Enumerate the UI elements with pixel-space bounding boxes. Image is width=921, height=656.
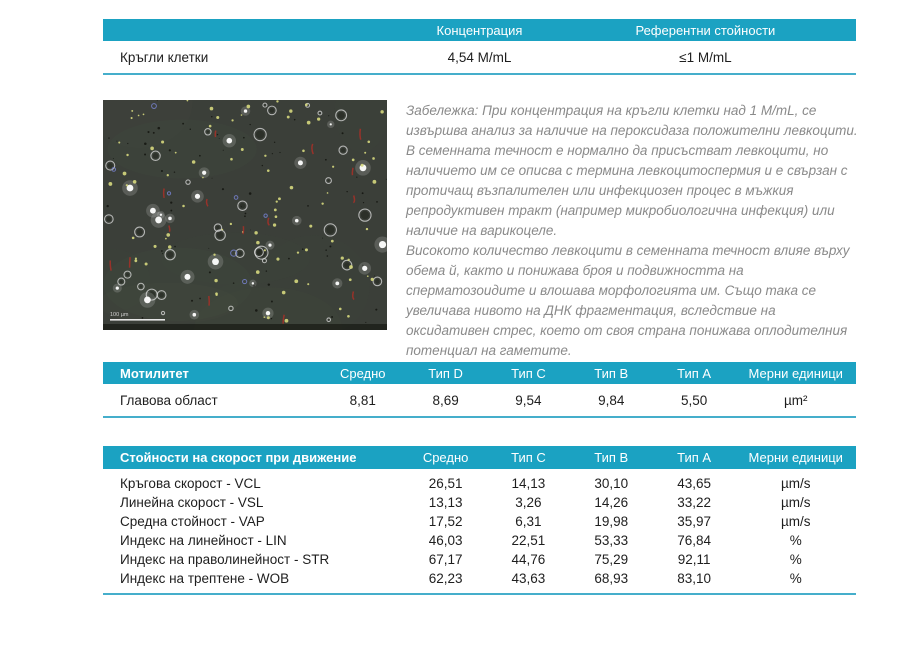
col-header-units: Мерни единици xyxy=(748,365,843,381)
wob-type-c: 43,63 xyxy=(511,571,546,586)
lin-unit: % xyxy=(789,533,802,548)
vsl-type-a: 33,22 xyxy=(677,495,711,510)
vap-unit: µm/s xyxy=(780,514,811,529)
table-row xyxy=(103,384,856,418)
str-type-c: 44,76 xyxy=(511,552,546,567)
scale-bar-label: 100 µm xyxy=(110,312,129,318)
table-row xyxy=(103,493,856,512)
vcl-unit: µm/s xyxy=(780,476,811,491)
lin-label: Индекс на линейност - LIN xyxy=(120,533,287,548)
str-type-b: 75,29 xyxy=(594,552,629,567)
col-header-type-b: Тип B xyxy=(594,365,629,381)
col-header-type-a: Тип A xyxy=(677,450,712,465)
velocity-table xyxy=(103,446,856,595)
vap-average: 17,52 xyxy=(428,514,463,529)
velocity-table-header xyxy=(103,446,856,469)
str-label: Индекс на праволинейност - STR xyxy=(120,552,330,567)
note-paragraph-2: Високото количество левкоцити в семенната течност влияе върху обема й, както и понижава броя и подвижността на сперматозоидите и влошава морфологията им. Също така се увеличава нивото на ДНК фрагментация, вследствие на оксидативен стрес, което от своя страна понижава оплодителния потенциал на гаметите. xyxy=(406,243,850,358)
table-row xyxy=(103,512,856,531)
vsl-type-b: 14,26 xyxy=(594,495,629,510)
micrograph-bottom-strip xyxy=(103,324,387,330)
velocity-title: Стойности на скорост при движение xyxy=(120,450,357,465)
round-cells-table-header xyxy=(103,19,856,41)
col-header-type-c: Тип C xyxy=(511,365,546,381)
table-row xyxy=(103,569,856,588)
note-paragraph-1: Забележка: При концентрация на кръгли клетки над 1 M/mL, се извършва анализ за наличие на пероксидаза положителни левкоцити. В семенната течност е нормално да присъстват левкоцити, но наличието им се описва с термина левкоцитоспермия и е свързан с протичащ възпалителен или инфекциозен процес в мъжкия репродуктивен тракт (например микробиологична инфекция) или наличие на варикоцеле. xyxy=(406,103,858,238)
col-header-type-b: Тип B xyxy=(594,450,629,465)
vap-type-b: 19,98 xyxy=(594,514,629,529)
value-type-d: 8,69 xyxy=(432,392,459,408)
vsl-average: 13,13 xyxy=(428,495,463,510)
micrograph-canvas xyxy=(103,100,387,330)
leukocytes-note xyxy=(406,101,858,361)
vap-type-c: 6,31 xyxy=(515,514,542,529)
lin-average: 46,03 xyxy=(428,533,463,548)
round-cells-table xyxy=(103,19,856,75)
vcl-average: 26,51 xyxy=(428,476,463,491)
vcl-type-b: 30,10 xyxy=(594,476,629,491)
scale-bar xyxy=(110,319,165,321)
value-type-a: 5,50 xyxy=(680,392,708,408)
vcl-label: Кръгова скорост - VCL xyxy=(120,476,261,491)
col-header-type-d: Тип D xyxy=(428,365,463,381)
vap-type-a: 35,97 xyxy=(677,514,711,529)
vcl-type-c: 14,13 xyxy=(511,476,546,491)
table-row xyxy=(103,531,856,550)
col-header-type-a: Тип A xyxy=(677,365,712,381)
col-header-average: Средно xyxy=(339,365,386,381)
wob-type-a: 83,10 xyxy=(677,571,711,586)
value-average: 8,81 xyxy=(349,392,376,408)
motility-table xyxy=(103,362,856,418)
unit-value: µm² xyxy=(783,392,808,408)
wob-type-b: 68,93 xyxy=(594,571,629,586)
vap-label: Средна стойност - VAP xyxy=(120,514,265,529)
head-area-label: Главова област xyxy=(120,392,218,408)
motility-title: Мотилитет xyxy=(120,365,189,381)
table-row xyxy=(103,41,856,75)
lin-type-a: 76,84 xyxy=(677,533,711,548)
vsl-unit: µm/s xyxy=(780,495,811,510)
vsl-type-c: 3,26 xyxy=(515,495,542,510)
col-header-average: Средно xyxy=(422,450,469,465)
col-header-units: Мерни единици xyxy=(748,450,843,465)
str-average: 67,17 xyxy=(428,552,463,567)
table-row xyxy=(103,474,856,493)
str-unit: % xyxy=(789,552,802,567)
round-cells-concentration-value: 4,54 M/mL xyxy=(447,49,512,65)
wob-average: 62,23 xyxy=(428,571,463,586)
round-cells-reference-value: ≤1 M/mL xyxy=(679,49,732,65)
vcl-type-a: 43,65 xyxy=(677,476,711,491)
col-header-concentration: Концентрация xyxy=(436,22,523,38)
motility-table-header xyxy=(103,362,856,384)
str-type-a: 92,11 xyxy=(677,552,711,567)
microscopy-image xyxy=(103,100,387,330)
table-row xyxy=(103,550,856,569)
lin-type-b: 53,33 xyxy=(594,533,629,548)
wob-unit: % xyxy=(789,571,802,586)
lin-type-c: 22,51 xyxy=(511,533,546,548)
value-type-c: 9,54 xyxy=(515,392,542,408)
vsl-label: Линейна скорост - VSL xyxy=(120,495,264,510)
wob-label: Индекс на трептене - WOB xyxy=(120,571,290,586)
col-header-type-c: Тип C xyxy=(511,450,546,465)
velocity-table-body xyxy=(103,469,856,595)
value-type-b: 9,84 xyxy=(598,392,625,408)
round-cells-label: Кръгли клетки xyxy=(120,49,209,65)
col-header-reference-values: Референтни стойности xyxy=(635,22,776,38)
